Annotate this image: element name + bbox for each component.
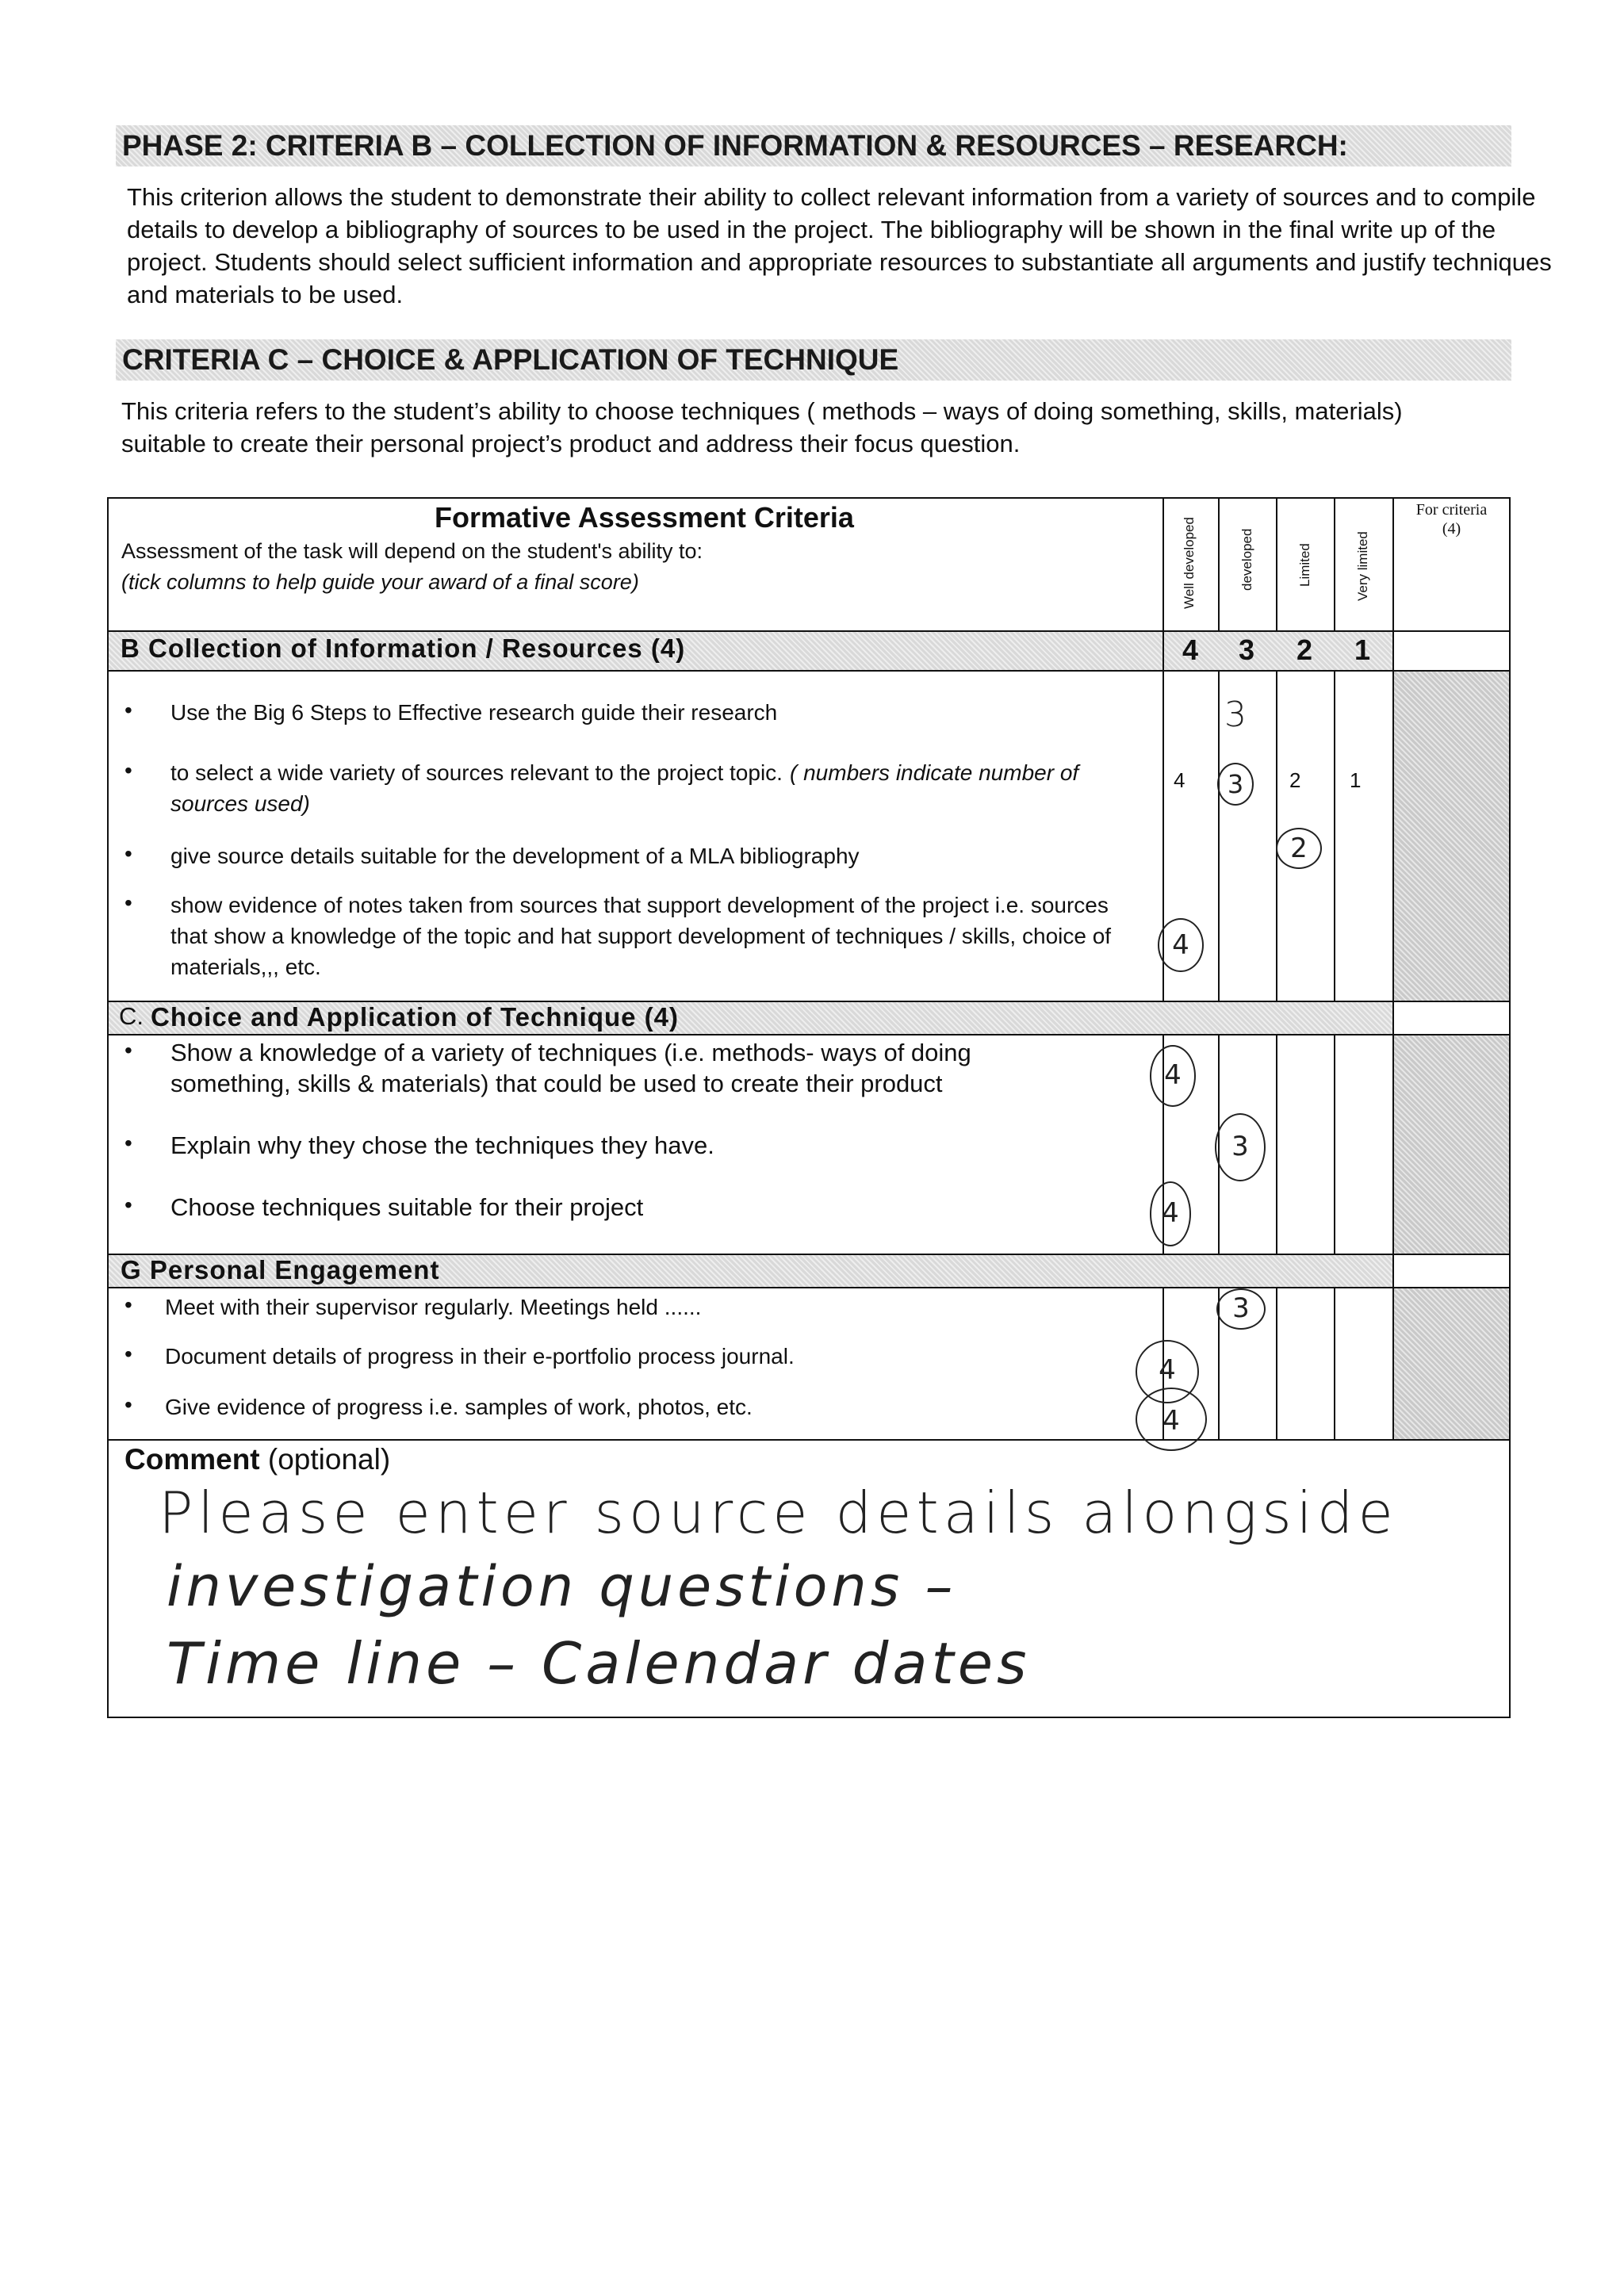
section-b-item-4-line-1: show evidence of notes taken from sources that support development of the project i.e. sources: [170, 893, 1109, 917]
column-limited: Limited: [1297, 543, 1312, 587]
table-note: (tick columns to help guide your award of a final score): [121, 570, 639, 594]
section-c-title: Choice and Application of Technique (4): [151, 1002, 680, 1032]
sources-count-2: 2: [1289, 768, 1301, 792]
section-g-title: G Personal Engagement: [121, 1255, 440, 1284]
score-2: 2: [1296, 634, 1313, 666]
criteria-score-cell-g: [1394, 1288, 1509, 1439]
section-g-item-2: Document details of progress in their e-portfolio process journal.: [165, 1344, 795, 1369]
section-b-item-4-line-3: materials,,, etc.: [170, 955, 321, 979]
section-c-letter: C.: [119, 1002, 144, 1030]
circled-mark-g2: 4: [1136, 1340, 1199, 1403]
for-criteria-value: (4): [1442, 520, 1461, 538]
section-b-item-2: to select a wide variety of sources relevant to the project topic.: [170, 760, 783, 785]
comment-label-optional: (optional): [259, 1443, 391, 1476]
circled-mark-c3: 4: [1150, 1181, 1191, 1246]
section-b-title: B Collection of Information / Resources (4): [121, 634, 686, 663]
phase-heading: PHASE 2: CRITERIA B – COLLECTION OF INFORMATION & RESOURCES – RESEARCH:: [116, 125, 1511, 167]
section-b-item-1: Use the Big 6 Steps to Effective research guide their research: [170, 700, 778, 725]
column-developed: developed: [1239, 528, 1254, 591]
criteria-score-cell-b: [1394, 672, 1509, 1001]
sources-count-4: 4: [1174, 768, 1185, 792]
circled-mark-c1: 4: [1150, 1045, 1196, 1107]
column-very-limited: Very limited: [1355, 531, 1370, 601]
section-c-item-1-line-1: Show a knowledge of a variety of techniques (i.e. methods- ways of doing: [170, 1039, 971, 1066]
section-b-item-4-line-2: that show a knowledge of the topic and hat support development of techniques / skills, choice of: [170, 924, 1112, 948]
section-c-item-2: Explain why they chose the techniques they have.: [170, 1131, 714, 1159]
section-b-item-2-note-cont: sources used): [170, 791, 310, 816]
for-criteria-label: For criteria: [1415, 501, 1488, 519]
section-c-item-3: Choose techniques suitable for their project: [170, 1193, 644, 1221]
section-b-item-3: give source details suitable for the development of a MLA bibliography: [170, 844, 860, 868]
sources-count-1: 1: [1350, 768, 1362, 792]
circled-mark-mla: 2: [1276, 828, 1322, 869]
handwritten-mark-3-big6: 3: [1224, 695, 1247, 735]
circled-mark-g1: 3: [1216, 1288, 1266, 1330]
handwritten-comment-line-1: Please enter source details alongside: [159, 1480, 1398, 1546]
table-subtitle: Assessment of the task will depend on the student's ability to:: [121, 539, 703, 563]
circled-mark-notes: 4: [1158, 918, 1204, 972]
criteria-c-description: This criteria refers to the student’s ability to choose techniques ( methods – ways of doing something, skills, materials) suitable to create their personal project’s product and address their focus question.: [121, 397, 1403, 457]
column-well-developed: Well developed: [1182, 517, 1197, 609]
circled-mark-c2: 3: [1215, 1113, 1266, 1181]
score-4: 4: [1182, 634, 1199, 666]
criteria-score-cell-c: [1394, 1035, 1509, 1254]
comment-label-bold: Comment: [124, 1443, 260, 1476]
section-c-item-1-line-2: something, skills & materials) that could be used to create their product: [170, 1070, 943, 1097]
score-3: 3: [1238, 634, 1255, 666]
table-title: Formative Assessment Criteria: [435, 501, 854, 534]
circled-mark-sources: 3: [1217, 763, 1254, 806]
handwritten-comment-line-3: Time line – Calendar dates: [167, 1630, 1031, 1697]
comment-label: [124, 1443, 390, 1476]
section-b-item-2-note: ( numbers indicate number of: [790, 760, 1079, 785]
section-g-item-1: Meet with their supervisor regularly. Meetings held ......: [165, 1295, 702, 1319]
phase-description: This criterion allows the student to demonstrate their ability to collect relevant information from a variety of sources and to compile details to develop a bibliography of sources to be used in the project. The bibliography will be shown in the final write up of the project. Students should select sufficient information and appropriate resources to substantiate all arguments and justify techniques and materials to be used.: [127, 183, 1552, 308]
circled-mark-g3: 4: [1136, 1388, 1207, 1451]
section-g-item-3: Give evidence of progress i.e. samples of work, photos, etc.: [165, 1395, 753, 1419]
handwritten-comment-line-2: investigation questions –: [167, 1554, 957, 1619]
criteria-c-heading: CRITERIA C – CHOICE & APPLICATION OF TECHNIQUE: [116, 339, 1511, 381]
score-1: 1: [1354, 634, 1371, 666]
